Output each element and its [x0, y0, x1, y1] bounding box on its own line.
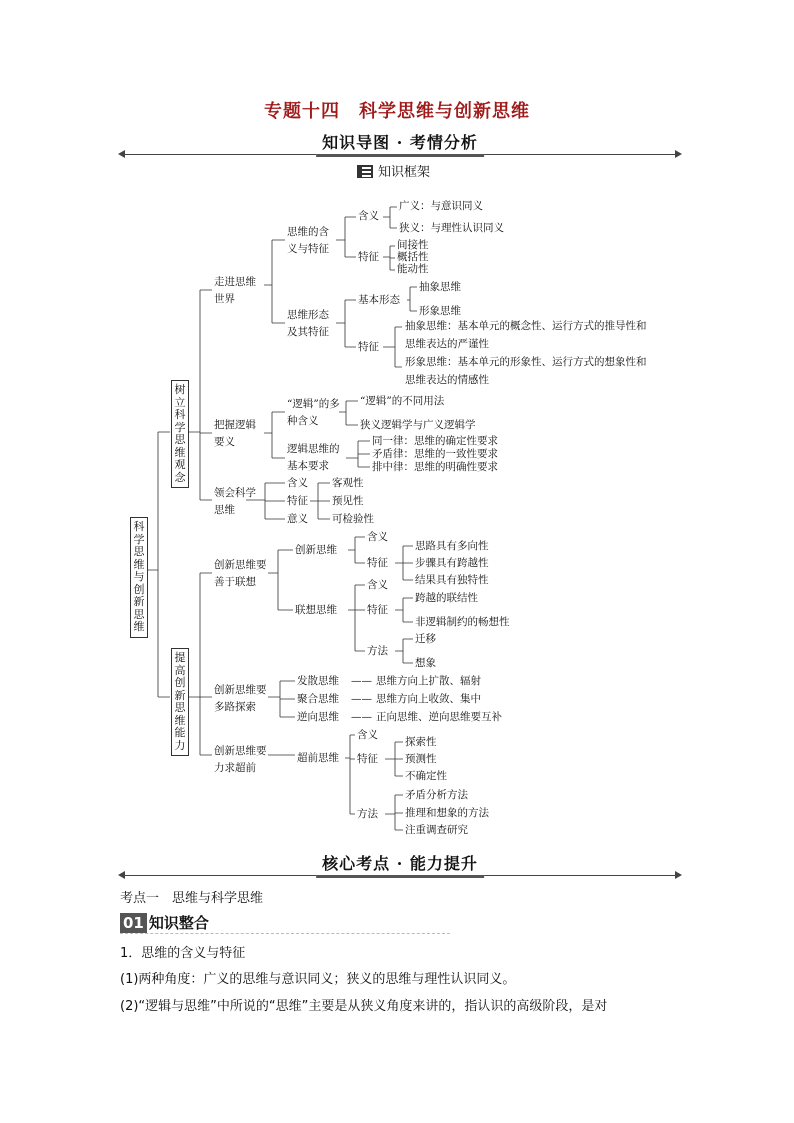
node-a1-2-tz-1a: 抽象思维：基本单元的概念性、运行方式的推导性和 [405, 320, 647, 332]
node-a3-1: 客观性 [332, 477, 364, 489]
node-a3-3: 可检验性 [332, 513, 374, 525]
node-a1-2-jb: 基本形态 [358, 294, 400, 306]
node-a1-2-tz-2a: 形象思维：基本单元的形象性、运行方式的想象性和 [405, 356, 647, 368]
node-b3-1-hanyi: 含义 [357, 729, 378, 741]
dash-b2-3: —— [351, 711, 372, 723]
framework-label-text: 知识框架 [378, 165, 431, 180]
node-b1-2-ff-2: 想象 [415, 657, 436, 669]
node-a3: 领会科学思维 [214, 487, 256, 516]
node-a1-2-tz: 特征 [358, 341, 379, 353]
node-b1-2-tezheng: 特征 [367, 604, 388, 616]
node-b1-2-hanyi: 含义 [367, 579, 388, 591]
node-b1-1-tz-1: 思路具有多向性 [415, 540, 489, 552]
node-b1-2-fangfa: 方法 [367, 645, 388, 657]
badge-label: 知识整合 [148, 914, 209, 932]
node-a1-2: 思维形态及其特征 [287, 309, 329, 338]
node-a1-2-jb-1: 抽象思维 [419, 281, 461, 293]
node-b1-2-tz-1: 跨越的联结性 [415, 592, 478, 604]
kaodian-heading: 考点一 思维与科学思维 [120, 891, 264, 906]
node-b2: 创新思维要多路探索 [214, 684, 267, 713]
dash-b2-1: —— [351, 675, 372, 687]
node-a3-tezheng: 特征 [287, 495, 308, 507]
node-b2-1-desc: 思维方向上扩散、辐射 [376, 675, 481, 687]
section-title-map: 知识导图 · 考情分析 [316, 132, 484, 157]
node-a1-1-tz-3: 能动性 [397, 263, 429, 275]
node-b3: 创新思维要力求超前 [214, 745, 267, 774]
node-a2-2-2: 矛盾律：思维的一致性要求 [372, 448, 498, 460]
node-a3-yiyi: 意义 [287, 513, 308, 525]
node-b3-1-ff-3: 注重调查研究 [405, 824, 468, 836]
node-a1-1-hanyi: 含义 [358, 210, 379, 222]
node-a3-2: 预见性 [332, 495, 364, 507]
node-a2-2-3: 排中律：思维的明确性要求 [372, 461, 498, 473]
node-a1-1-hanyi-1: 广义：与意识同义 [399, 200, 483, 212]
node-a1-1-tezheng: 特征 [358, 251, 379, 263]
section-title-core: 核心考点 · 能力提升 [316, 853, 484, 878]
badge-number: 01 [120, 913, 147, 933]
body-paragraph-1: (1)两种角度：广义的思维与意识同义；狭义的思维与理性认识同义。 [120, 972, 516, 987]
node-b3-1-tz-2: 预测性 [405, 753, 437, 765]
mindmap-branch-1: 树立科学思维观念 [171, 380, 189, 488]
node-a1: 走进思维世界 [214, 276, 256, 305]
body-heading-1: 1．思维的含义与特征 [120, 946, 246, 961]
node-b3-1-ff-1: 矛盾分析方法 [405, 789, 468, 801]
node-b1-1-tz-3: 结果具有独特性 [415, 574, 489, 586]
node-b3-1-ff-2: 推理和想象的方法 [405, 807, 489, 819]
node-b2-1: 发散思维 [297, 675, 339, 687]
node-b3-1-tezheng: 特征 [357, 753, 378, 765]
node-a1-1-tz-1: 间接性 [397, 239, 429, 251]
node-a3-hanyi: 含义 [287, 477, 308, 489]
node-a2: 把握逻辑要义 [214, 419, 256, 448]
knowledge-badge [120, 912, 209, 934]
node-b1-1-tz-2: 步骤具有跨越性 [415, 557, 489, 569]
node-a2-1: “逻辑”的多种含义 [287, 398, 340, 427]
node-a2-1-1: “逻辑”的不同用法 [360, 395, 445, 407]
node-b1-1-hanyi: 含义 [367, 531, 388, 543]
node-b1-2-tz-2: 非逻辑制约的畅想性 [415, 616, 510, 628]
node-a1-1: 思维的含义与特征 [287, 226, 329, 255]
node-b2-2-desc: 思维方向上收敛、集中 [376, 693, 481, 705]
node-b2-3: 逆向思维 [297, 711, 339, 723]
mindmap-root: 科学思维与创新思维 [130, 517, 148, 638]
node-b2-3-desc: 正向思维、逆向思维要互补 [376, 711, 502, 723]
node-a1-1-hanyi-2: 狭义：与理性认识同义 [399, 222, 504, 234]
node-a2-2-1: 同一律：思维的确定性要求 [372, 435, 498, 447]
page-title: 专题十四 科学思维与创新思维 [264, 101, 530, 122]
dash-b2-2: —— [351, 693, 372, 705]
node-b1-2: 联想思维 [295, 604, 337, 616]
section-banner-core [120, 853, 680, 881]
node-b3-1-tz-3: 不确定性 [405, 770, 447, 782]
node-b1: 创新思维要善于联想 [214, 559, 267, 588]
node-b3-1-tz-1: 探索性 [405, 736, 437, 748]
node-a2-2: 逻辑思维的基本要求 [287, 443, 340, 472]
node-a1-2-tz-2b: 思维表达的情感性 [405, 374, 489, 386]
node-b1-1: 创新思维 [295, 544, 337, 556]
mindmap-branch-2: 提高创新思维能力 [171, 648, 189, 756]
node-b2-2: 聚合思维 [297, 693, 339, 705]
node-a2-1-2: 狭义逻辑学与广义逻辑学 [360, 419, 476, 431]
body-paragraph-2: (2)“逻辑与思维”中所说的“思维”主要是从狭义角度来讲的，指认识的高级阶段，是对 [120, 999, 608, 1014]
node-b3-1-fangfa: 方法 [357, 808, 378, 820]
node-a1-2-jb-2: 形象思维 [419, 305, 461, 317]
badge-divider [120, 933, 450, 934]
node-b3-1: 超前思维 [297, 752, 339, 764]
node-a1-2-tz-1b: 思维表达的严谨性 [405, 338, 489, 350]
node-b1-2-ff-1: 迁移 [415, 633, 436, 645]
node-b1-1-tezheng: 特征 [367, 557, 388, 569]
node-a1-1-tz-2: 概括性 [397, 251, 429, 263]
